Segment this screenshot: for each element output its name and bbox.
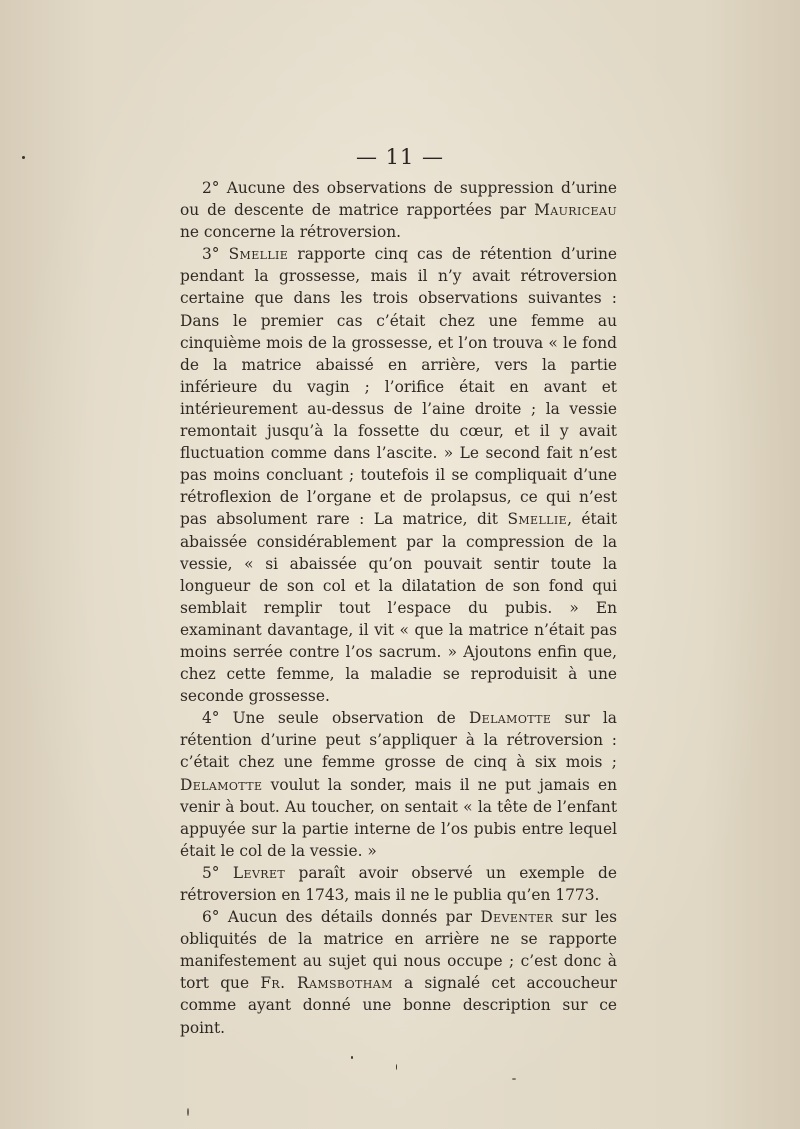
text-run: ne concerne la rétroversion. (180, 223, 402, 242)
author-name: Deventer (480, 908, 554, 927)
author-name: Smellie (507, 510, 568, 529)
author-name: Mauriceau (534, 201, 617, 220)
text-run: sur la rétention d’urine peut s’appliquer à la rétroversion : c’était chez une femme grosse de cinq à six mois ; (180, 709, 617, 772)
paper-speck (187, 1108, 189, 1116)
text-run: 3° (202, 245, 229, 264)
paragraph (180, 243, 617, 707)
paragraph (180, 177, 617, 243)
body-text (180, 177, 617, 1039)
text-run: a signalé cet accoucheur comme ayant donné une bonne description sur ce point. (180, 974, 618, 1037)
text-run: 2° Aucune des observations de suppression d’urine ou de descente de matrice rapportées par (180, 179, 617, 220)
paragraph (180, 707, 617, 862)
text-run: 6° Aucun des détails donnés par (202, 908, 481, 927)
author-name: Delamotte (180, 775, 263, 794)
text-run: voulut la sonder, mais il ne put jamais en venir à bout. Au toucher, on sentait « la tête de l’enfant appuyée sur la partie interne de l’os pubis entre lequel était le col de la vessie. » (180, 775, 617, 860)
paragraph (180, 906, 617, 1039)
author-name: Delamotte (468, 709, 552, 728)
author-name: Smellie (228, 245, 289, 264)
page-number: — 11 — (355, 145, 445, 169)
text-run: 4° Une seule observation de (202, 709, 469, 728)
paragraph (180, 862, 617, 906)
author-name: Levret (232, 863, 286, 882)
text-run: paraît avoir observé un exemple de rétroversion en 1743, mais il ne le publia qu’en 1773. (180, 863, 617, 904)
text-run: rapporte cinq cas de rétention d’urine pendant la grossesse, mais il n’y avait rétroversion certaine que dans les trois observations suivantes : Dans le premier cas c’était chez une femme au cinquième mois de la grossesse, et l’on trouva « le fond de la matrice abaissé en arrière, vers la partie inférieure du vagin ; l’orifice était en avant et intérieurement au-dessus de l’aine droite ; la vessie remontait jusqu’à la fossette du cœur, et il y avait fluctuation comme dans l’ascite. » Le second fait n’est pas moins concluant ; toutefois il se compliquait d’une rétroflexion de l’organe et de prolapsus, ce qui n’est pas absolument rare : La matrice, dit (180, 245, 617, 529)
paper-speck (396, 1064, 397, 1070)
text-run: , était abaissée considérablement par la compression de la vessie, « si abaissée qu’on pouvait sentir toute la longueur de son col et la dilatation de son fond qui semblait remplir tout l’espace du pubis. » En examinant davantage, il vit « que la matrice n’était pas moins serrée contre l’os sacrum. » Ajoutons enfin que, chez cette femme, la maladie se reproduisit à une seconde grossesse. (180, 510, 617, 706)
paper-speck (351, 1056, 353, 1059)
text-run: sur les obliquités de la matrice en arrière ne se rapporte manifestement au sujet qui nous occupe ; c’est donc à tort que (180, 908, 617, 993)
text-run: 5° (202, 863, 233, 882)
paper-speck (22, 156, 25, 159)
author-name: Fr. Ramsbotham (260, 974, 393, 993)
paper-speck (512, 1078, 516, 1080)
